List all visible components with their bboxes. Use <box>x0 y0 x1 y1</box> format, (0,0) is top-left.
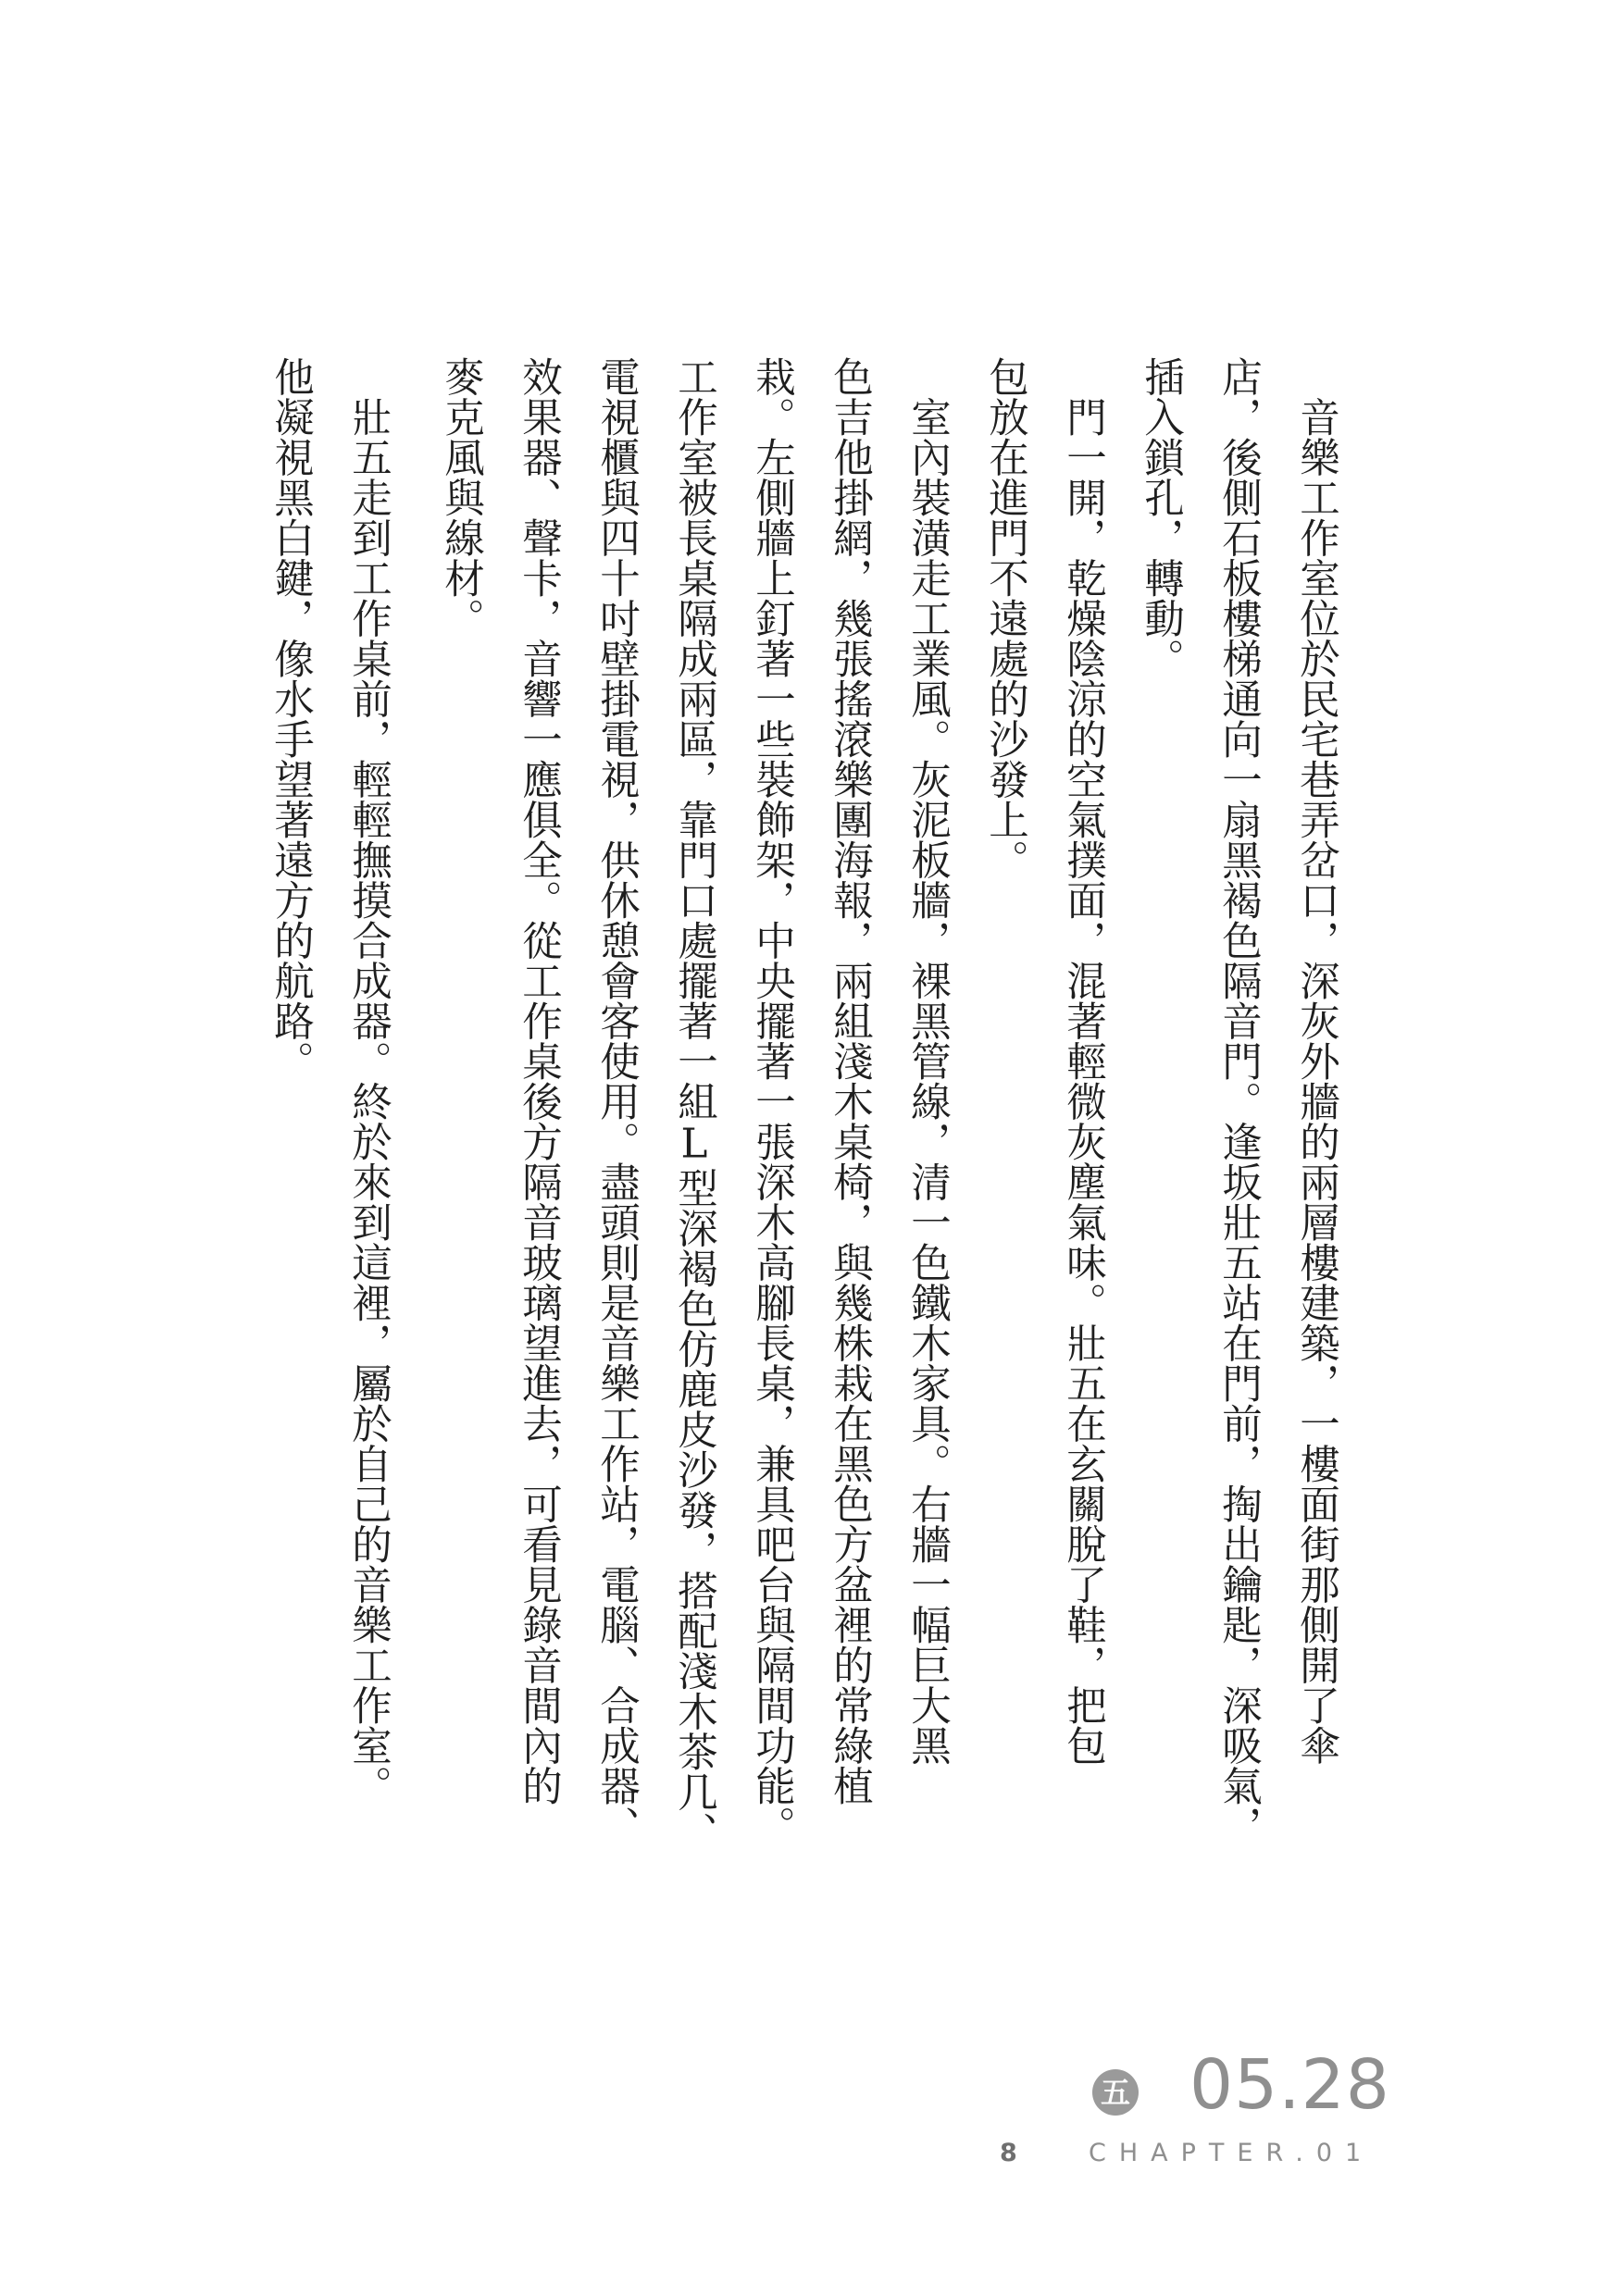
text-column: 包放在進門不遠處的沙發上。 <box>982 356 1028 880</box>
text-column: 室內裝潢走工業風。灰泥板牆，裸黑管線，清一色鐵木家具。右牆一幅巨大黑 <box>904 356 951 1766</box>
chapter-label: CHAPTER.01 <box>1089 2139 1375 2167</box>
day-badge: 五 <box>1092 2069 1139 2116</box>
text-column: 音樂工作室位於民宅巷弄岔口，深灰外牆的兩層樓建築，一樓面街那側開了傘 <box>1293 356 1339 1766</box>
text-column: 店，後側石板樓梯通向一扇黑褐色隔音門。逢坂壯五站在門前，掏出鑰匙，深吸氣， <box>1215 356 1262 1846</box>
text-column: 麥克風與線材。 <box>438 356 484 639</box>
text-column: 門一開，乾燥陰涼的空氣撲面，混著輕微灰塵氣味。壯五在玄關脫了鞋，把包 <box>1060 356 1106 1766</box>
text-column: 他凝視黑白鍵，像水手望著遠方的航路。 <box>268 356 314 1081</box>
text-column: 效果器、聲卡，音響一應俱全。從工作桌後方隔音玻璃望進去，可看見錄音間內的 <box>516 356 562 1806</box>
text-column: 色吉他掛網，幾張搖滾樂團海報，兩組淺木桌椅，與幾株栽在黑色方盆裡的常綠植 <box>827 356 873 1806</box>
chapter-date: 05.28 <box>1189 2045 1390 2125</box>
text-column: 插入鎖孔，轉動。 <box>1138 356 1184 678</box>
text-column: 工作室被長桌隔成兩區，靠門口處擺著一組L型深褐色仿鹿皮沙發，搭配淺木茶几、 <box>671 356 717 1852</box>
text-column: 栽。左側牆上釘著一些裝飾架，中央擺著一張深木高腳長桌，兼具吧台與隔間功能。 <box>749 356 795 1846</box>
text-column: 電視櫃與四十吋壁掛電視，供休憩會客使用。盡頭則是音樂工作站，電腦、合成器、 <box>593 356 640 1846</box>
text-column: 壯五走到工作桌前，輕輕撫摸合成器。終於來到這裡，屬於自己的音樂工作室。 <box>345 356 392 1806</box>
page-number: 8 <box>1000 2139 1017 2167</box>
